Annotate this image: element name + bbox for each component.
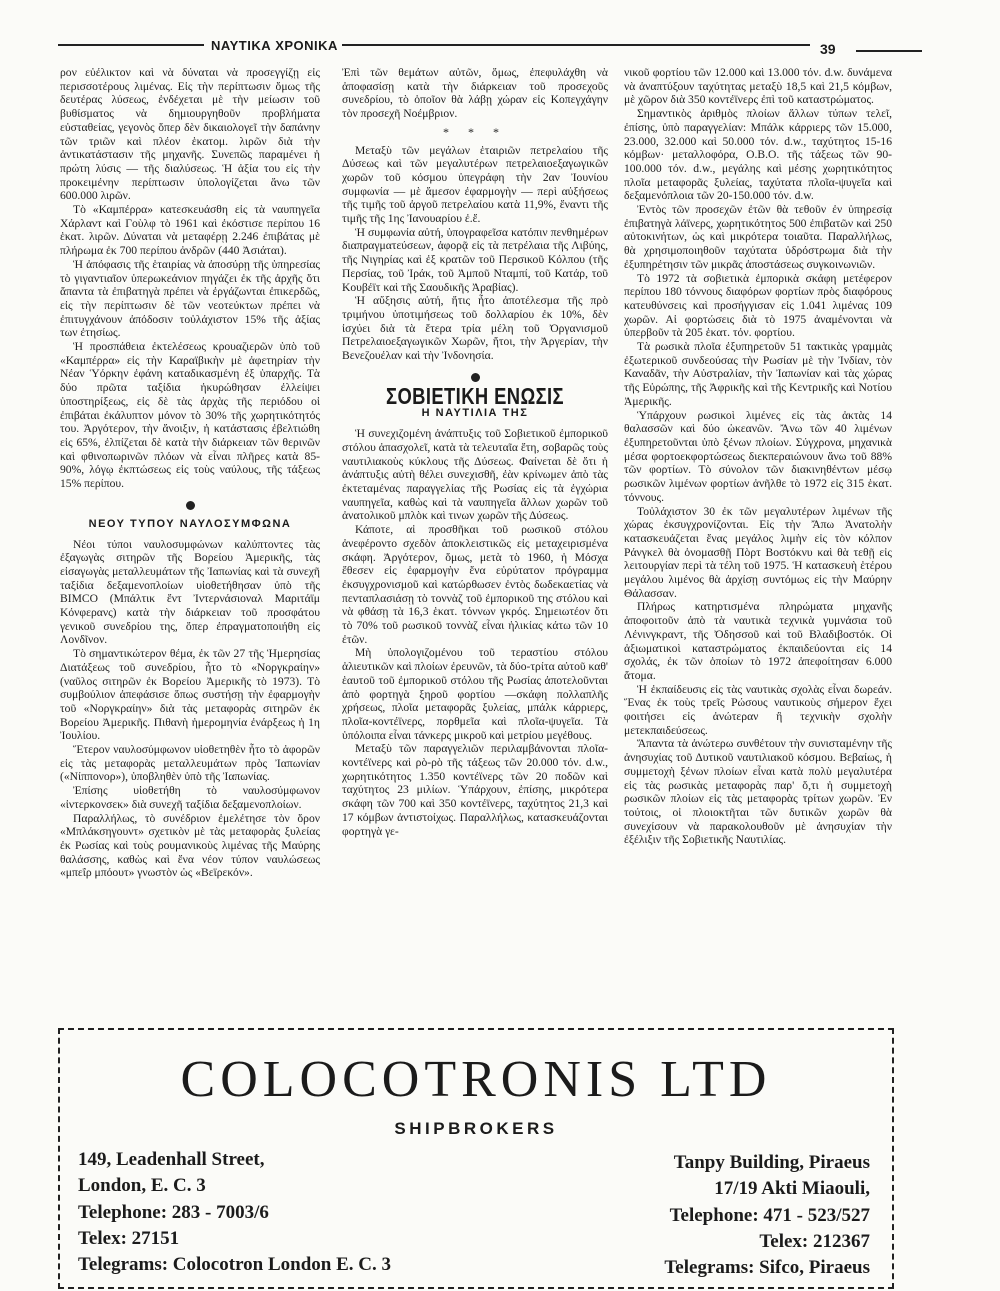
paragraph: Ἐντὸς τῶν προσεχῶν ἐτῶν θὰ τεθοῦν ἐν ὑπηρεσίᾳ ἐπιβατηγὰ λάϊνερς, χωρητικότητος 500 ἐπιβατῶν καὶ 250 αὐτοκινήτων, ὡς καὶ μικρότερα τοιαῦτα. Παραλλήλως, θὰ χρησιμοποιηθοῦν ταχύτατα ὑδρόστρωμα διὰ τὴν ἐξυπηρέτησιν τῶν μικρᾶς ἀποστάσεως συγκοινωνιῶν.	[624, 203, 892, 271]
ad-piraeus-address-1: Tanpy Building, Piraeus	[673, 1152, 870, 1173]
section-bullet	[186, 501, 195, 510]
column-3	[624, 66, 892, 847]
ad-piraeus-telex: Telex: 212367	[759, 1231, 870, 1252]
ad-london-address-1: 149, Leadenhall Street,	[78, 1149, 265, 1170]
paragraph: Ἐπίσης υἱοθετήθη τὸ ναυλοσύμφωνον «ἰντερκονσεκ» διὰ συνεχῆ ταξίδια δεξαμενοπλοίων.	[60, 784, 320, 811]
header-rule-left	[58, 44, 204, 46]
ad-piraeus-address-2: 17/19 Akti Miaouli,	[714, 1178, 870, 1199]
paragraph: Μεταξὺ τῶν μεγάλων ἑταιριῶν πετρελαίου τῆς Δύσεως καὶ τῶν μεγαλυτέρων πετρελαιοεξαγωγικῶν χωρῶν τοῦ κόσμου ὑπεγράφη τὴν 2αν Ἰουνίου συμφωνία — μὲ ἄμεσον ἐφαρμογὴν — περὶ αὐξήσεως τῆς τιμῆς τοῦ ἀργοῦ πετρελαίου κατὰ 11,9%, ἔναντι τῆς τιμῆς τῆς 1ης Ἰανουαρίου ἐ.ἔ.	[342, 143, 608, 226]
paragraph: Ἡ προσπάθεια ἐκτελέσεως κρουαζιερῶν ὑπὸ τοῦ «Καμπέρρα» εἰς τὴν Καραϊβικὴν μὲ ἀφετηρίαν τὴν Νέαν Ὑόρκην ἐφάνη καταδικασμένη ἐξ ὑπαρχῆς. Τὰ δύο πρῶτα ταξίδια ἠκυρώθησαν ἐλλείψει ὑποστηρίξεως, εἰς δὲ τὰς ἀρχὰς τῆς περιόδου οἱ ἐπιβάται ἐκάλυπτον μόνον τὸ 30% τῆς χωρητικότητός του. Ἀργότερον, τὴν ἄνοιξιν, ἡ κατάστασις ἐβελτιώθη εἰς 65%, ἐλπίζεται δὲ κατὰ τὴν διάρκειαν τῶν θερινῶν καὶ φθινοπωρινῶν πλόων νὰ εἶναι πλῆρες κατὰ 85-90%, λόγῳ ἐκπτώσεως εἰς τοὺς ναύλους, τῆς τάξεως 15% περίπου.	[60, 340, 320, 491]
paragraph: Τὸ 1972 τὰ σοβιετικὰ ἐμπορικὰ σκάφη μετέφερον περίπου 180 τόννους διαφόρων φορτίων πρὸς διαφόρους κατευθύνσεις καὶ προσήγγισαν εἰς 1.041 λιμένας 109 χωρῶν. Αἱ φορτώσεις διὰ τὸ 1975 ἀναμένονται νὰ ὑπερβοῦν τὰ 205 ἑκατ. τόν. φορτίου.	[624, 271, 892, 340]
paragraph: Μεταξὺ τῶν παραγγελιῶν περιλαμβάνονται πλοῖα-κοντέϊνερς καὶ ρὸ-ρὸ τῆς τάξεως τῶν 20.000 τόν. d.w., χωρητικότητος 1.350 κοντέϊνερς τῶν 20 ποδῶν καὶ ταχύτητος 23 μιλίων. Ὑπάρχουν, ἐπίσης, μικρότερα σκάφη τῶν 700 καὶ 350 κοντέϊνερς, ταχύτητος 21,3 καὶ 17 κόμβων ἀντιστοίχως. Παραλλήλως, κατασκευάζονται φορτηγὰ γε-	[342, 742, 608, 838]
paragraph: Τὸ «Καμπέρρα» κατεσκευάσθη εἰς τὰ ναυπηγεῖα Χάρλαντ καὶ Γοὺλφ τὸ 1961 καὶ ἐκόστισε περίπου 16 ἑκατ. λιρῶν. Δύναται νὰ μεταφέρῃ 2.246 ἐπιβάτας μὲ πλήρωμα ἐκ 700 περίπου ἀνδρῶν (440 Ἀσιάται).	[60, 203, 320, 258]
ad-brand: COLOCOTRONIS LTD	[180, 1051, 772, 1108]
column-2	[342, 66, 608, 838]
paragraph: Νέοι τύποι ναυλοσυμφώνων καλύπτοντες τὰς ἐξαγωγὰς σιτηρῶν τῆς Βορείου Ἀμερικῆς, τὰς εἰσαγωγὰς μεταλλευμάτων τῆς Ἰαπωνίας καὶ τὰ συνεχῆ ταξίδια δεξαμενοπλοίων υἱοθετήθησαν ὑπὸ τῆς BIMCO (Μπάλτικ ἔντ Ἰντερνάσιοναλ Μαριτάϊμ Κόνφερανς) κατὰ τὴν διάρκειαν τοῦ προσφάτου γενικοῦ συνεδρίου της, ὅπερ ἐπραγματοποιήθη εἰς Λονδῖνον.	[60, 537, 320, 647]
paragraph: Ἡ συμφωνία αὐτή, ὑπογραφεῖσα κατόπιν πενθημέρων διαπραγματεύσεων, ἀφορᾷ εἰς τὰ πετρέλαια τῆς Λιβύης, τῆς Νιγηρίας καὶ ἐξ κρατῶν τοῦ Περσικοῦ Κόλπου (τῆς Περσίας, τοῦ Ἰράκ, τοῦ Ἀμποῦ Νταμπί, τοῦ Κατάρ, τοῦ Κουβέϊτ καὶ τῆς Σαουδικῆς Ἀραβίας).	[342, 225, 608, 294]
page-number: 39	[820, 41, 836, 57]
paragraph: Ἡ αὔξησις αὐτή, ἥτις ἦτο ἀποτέλεσμα τῆς πρὸ τριμήνου ὑποτιμήσεως τοῦ δολλαρίου ἐκ 10%, δὲν ἰσχύει διὰ τὰ ἕτερα τρία μέλη τοῦ Ὀργανισμοῦ Πετρελαιοεξαγωγικῶν Χωρῶν, ἤτοι, τὴν Ἀργερίαν, τὴν Βενεζουέλαν καὶ τὴν Ἰνδονησία.	[342, 294, 608, 363]
paragraph: Τοὐλάχιστον 30 ἐκ τῶν μεγαλυτέρων λιμένων τῆς χώρας ἐκσυγχρονίζονται. Εἰς τὴν Ἄπω Ἀνατολὴν κατασκευάζεται ἕνας μεγάλος λιμὴν εἰς τὸν κόλπον Ράνγκελ θὰ ὀνομασθῇ Πὸρτ Βοστόκνυ καὶ θὰ τεθῇ εἰς λειτουργίαν περὶ τὰ τέλη τοῦ 1975. Ἡ κατασκευὴ ἑτέρου μεγάλου λιμένος θὰ ἀρχίσῃ συντόμως εἰς τὴν Μαύρην Θάλασσαν.	[624, 504, 892, 600]
paragraph: Τὸ σημαντικώτερον θέμα, ἐκ τῶν 27 τῆς Ἡμερησίας Διατάξεως τοῦ συνεδρίου, ἦτο τὸ «Νοργκραίην» (ναῦλος σιτηρῶν ἐκ Βορείου Ἀμερικῆς τὸ 1973). Τὸ συμβούλιον ἀπεφάσισε ὅπως συστήσῃ τὴν ἐφαρμογὴν τοῦ «Νοργκραίην» διὰ τὰς μεταφορὰς σιτηρῶν ἐκ Βορείου Ἀμερικῆς. Πιθανὴ ἡμερομηνία ἐνάρξεως ἡ 1η Ἰουλίου.	[60, 647, 320, 743]
column-1	[60, 66, 320, 880]
section-bullet	[471, 373, 480, 382]
paragraph: Ὑπάρχουν ρωσικοὶ λιμένες εἰς τὰς ἀκτὰς 14 θαλασσῶν καὶ δύο ὠκεανῶν. Ἄνω τῶν 40 λιμένων ἐξυπηρετοῦνται ὑπὸ ξένων πλοίων. Σύγχρονα, μηχανικὰ μέσα φορτοεκφορτώσεως διεκπεραιώνουν ἄνω τοῦ 88% τῶν φορτίων. Τὸ σύνολον τῶν διακινηθέντων μέσῳ ρωσικῶν λιμένων φορτίων ἀνῆλθε τὸ 1972 εἰς 315 ἑκατ. τόννους.	[624, 408, 892, 504]
paragraph: Σημαντικὸς ἀριθμὸς πλοίων ἄλλων τύπων τελεῖ, ἐπίσης, ὑπὸ παραγγελίαν: Μπάλκ κάρριερς τῶν 15.000, 23.000, 32.000 καὶ 50.000 τόν. d.w., ταχύτητος 15-16 κόμβων· μεταλλοφόρα, Ο.Β.Ο. τῆς τάξεως τῶν 90-100.000 τόν. d.w., μεγάλης καὶ μέσης χωρητικότητος πλοῖα μεταφορᾶς ξυλείας, ταχύτατα πλοῖα-ψυγεῖα καὶ δεξαμενόπλοια τῶν 20-150.000 τόν. d.w.	[624, 107, 892, 203]
ad-piraeus-telegrams: Telegrams: Sifco, Piraeus	[664, 1257, 870, 1278]
paragraph: Τὰ ρωσικὰ πλοῖα ἐξυπηρετοῦν 51 τακτικὰς γραμμὰς ἐξωτερικοῦ συνδεούσας τὴν Ρωσίαν μὲ τὴν Ἰνδίαν, τὸν Καναδᾶν, τὴν Αὐστραλίαν, τὴν Ἰαπωνίαν καὶ τὰς χώρας τῆς Εὐρώπης, τῆς Ἀφρικῆς καὶ τῆς Κεντρικῆς καὶ Νοτίου Ἀμερικῆς.	[624, 340, 892, 408]
paragraph: νικοῦ φορτίου τῶν 12.000 καὶ 13.000 τόν. d.w. δυνάμενα νὰ ἀναπτύξουν ταχύτητας μεταξὺ 18,5 καὶ 21,5 κόμβων, μὲ χῶρον διὰ 350 κοντέϊνερς ἐπὶ τοῦ καταστρώματος.	[624, 66, 892, 107]
paragraph: Ἕτερον ναυλοσύμφωνον υἱοθετηθὲν ἦτο τὸ ἀφορῶν εἰς τὰς μεταφορὰς μεταλλευμάτων πρὸς Ἰαπωνίαν («Νίππονορ»), ὑποβληθὲν ὑπὸ τῆς Ἰαπωνίας.	[60, 743, 320, 784]
ad-london-telex: Telex: 27151	[78, 1228, 180, 1249]
article-subtitle: Η ΝΑΥΤΙΛΙΑ ΤΗΣ	[421, 407, 529, 420]
paragraph: Ἡ ἀπόφασις τῆς ἑταιρίας νὰ ἀποσύρῃ τῆς ὑπηρεσίας τὸ γιγαντιαῖον ὑπερωκεάνιον πηγάζει ἐκ τῆς ἀρχῆς ὅτι ἅπαντα τὰ ἐπιβατηγὰ πρέπει νὰ ἐργάζωνται ἐπικερδῶς, εἰς τὴν περίπτωσιν δὲ τῶν νεοτεύκτων πρέπει νὰ ἐπιτυγχάνουν ἀπόδοσιν τοὐλάχιστον 15% τῆς ἀξίας των ἐτησίως.	[60, 257, 320, 340]
paragraph: Ἡ ἐκπαίδευσις εἰς τὰς ναυτικὰς σχολὰς εἶναι δωρεάν. Ἕνας ἐκ τοὺς τρεῖς Ρώσους ναυτικοὺς σήμερον ἔχει φοιτήσει εἰς ἀνώτεραν ἢ τεχνικὴν σχολὴν μετεκπαιδεύσεως.	[624, 682, 892, 737]
running-title: ΝΑΥΤΙΚΑ ΧΡΟΝΙΚΑ	[211, 38, 338, 53]
paragraph: Ἐπὶ τῶν θεμάτων αὐτῶν, ὅμως, ἐπεφυλάχθη νὰ ἀποφασίσῃ κατὰ τὴν διάρκειαν τοῦ προσεχοῦς συνεδρίου, τὸ ὁποῖον θὰ λάβῃ χώραν εἰς Κοπεγχάγην τὸν προσεχῆ Νοέμβριον.	[342, 66, 608, 121]
article-title: ΣΟΒΙΕΤΙΚΗ ΕΝΩΣΙΣ	[386, 382, 564, 409]
paragraph: Πλήρως κατηρτισμένα πληρώματα μηχανῆς ἀποφοιτοῦν ἀπὸ τὰ ναυτικὰ τεχνικὰ γυμνάσια τοῦ Λένινγκραντ, τῆς Ὀδησσοῦ καὶ τοῦ Βλαδιβοστόκ. Οἱ ἀξιωματικοὶ καταστρώματος ἐκπαιδεύονται εἰς 14 σχολάς, ἐκ τῶν ὁποίων τὸ 1972 ἀπεφοίτησαν 6.000 ἄτομα.	[624, 600, 892, 682]
paragraph: ρον εὐέλικτον καὶ νὰ δύναται νὰ προσεγγίζῃ εἰς περισσοτέρους λιμένας. Εἰς τὴν περίπτωσιν ὅμως τῆς δευτέρας λύσεως, ἐνδέχεται μὲ τὴν μείωσιν τοῦ βυθίσματος νὰ δημιουργηθοῦν προβλήματα εὐσταθείας, γεγονὸς ὅπερ δὲν δικαιολογεῖ τὴν δαπάνην τῶν τριῶν καὶ πλέον ἑκατομ. λιρῶν διὰ τὴν ἀντικατάστασιν τῆς μηχανῆς. Συνεπῶς παραμένει ἡ πρώτη λύσις — τῆς διαλύσεως. Ἡ ἀξία του εἰς τὴν προκειμένην περίπτωσιν ὑπολογίζεται ἄνω τῶν 600.000 λιρῶν.	[60, 66, 320, 203]
paragraph: Ἡ συνεχιζομένη ἀνάπτυξις τοῦ Σοβιετικοῦ ἐμπορικοῦ στόλου ἀπασχολεῖ, κατὰ τὰ τελευταῖα ἔτη, σοβαρῶς τοὺς ναυτιλιακοὺς κύκλους τῆς Δύσεως. Φαίνεται δὲ ὅτι ἡ ἀνάπτυξις αὐτὴ θέλει συνεχισθῆ, ἐὰν κρίνωμεν ἀπὸ τὰς ἐκτεταμένας παραγγελίας τῆς Ρωσίας εἰς τὰ ἐγχώρια ναυπηγεῖα, καθὼς καὶ τὰ ναυπηγεῖα ἄλλων χωρῶν τοῦ ἀνατολικοῦ μπλὸκ καὶ τινων χωρῶν τῆς Δύσεως.	[342, 427, 608, 523]
ad-piraeus-telephone: Telephone: 471 - 523/527	[669, 1205, 870, 1226]
paragraph: Παραλλήλως, τὸ συνέδριον ἐμελέτησε τὸν ὅρον «Μπλάκσηγουντ» σχετικὸν μὲ τὰς μεταφορὰς ξυλείας ἐκ Ρωσίας καὶ τοὺς ρουμανικοὺς λιμένας τῆς Μαύρης θαλάσσης, καθὼς καὶ ἕνα νέον τύπον ναυλώσεως «μπεΐρ μπόουτ» γνωστὸν ὡς «Βεϊρεκόν».	[60, 811, 320, 880]
ad-subtitle: SHIPBROKERS	[394, 1119, 558, 1138]
ad-london-address-2: London, E. C. 3	[78, 1175, 206, 1196]
page-header	[58, 36, 924, 58]
header-rule-middle	[342, 44, 810, 46]
paragraph: Ἅπαντα τὰ ἀνώτερω συνθέτουν τὴν συνισταμένην τῆς ἀνησυχίας τοῦ Δυτικοῦ ναυτιλιακοῦ κόσμου. Βεβαίως, ἡ συμμετοχὴ ξένων πλοίων εἶναι κατὰ πολὺ μεγαλυτέρα εἰς τὰς ρωσικὰς μεταφορὰς παρ' ὅ,τι ἡ συμμετοχὴ ρωσικῶν πλοίων εἰς τὰς μεταφορὰς τρίτων χωρῶν. Ἐν τούτοις, οἱ πλοιοκτῆται τῶν δυτικῶν χωρῶν θὰ συνεχίσουν νὰ παρακολουθοῦν μὲ ἀνησυχίαν τὴν ἐξέλιξιν τῆς Σοβιετικῆς Ναυτιλίας.	[624, 737, 892, 847]
paragraph: Μὴ ὑπολογιζομένου τοῦ τεραστίου στόλου ἁλιευτικῶν καὶ πλοίων ἐρευνῶν, τὰ δύο-τρίτα αὐτοῦ καθ' ἑαυτοῦ τοῦ ἐμπορικοῦ στόλου τῆς Ρωσίας ἀποτελοῦνται ἀπὸ φορτηγὰ ξηροῦ φορτίου —σκάφη πολλαπλῆς χρήσεως, πλοῖα μεταφορᾶς ξυλείας, μπάλκ κάρριερς, πλοῖα-κοντέϊνερς, πορθμεῖα καὶ πλοῖα-ψυγεῖα. Τὰ ὑπόλοιπα εἶναι τάνκερς μικροῦ καὶ μετρίου μεγέθους.	[342, 646, 608, 742]
ad-london-telegrams: Telegrams: Colocotron London E. C. 3	[78, 1254, 391, 1275]
paragraph: Κάποτε, αἱ προσθῆκαι τοῦ ρωσικοῦ στόλου ἀνεφέροντο σχεδὸν ἀποκλειστικῶς εἰς μεταχειρισμένα σκάφη. Ἀργότερον, ὅμως, μετὰ τὸ 1960, ἡ Μόσχα ἔθεσεν εἰς ἐφαρμογὴν ἕνα εὐρύτατον πρόγραμμα ἐκσυγχρονισμοῦ καὶ κατώρθωσεν ἐντὸς δωδεκαετίας νὰ πενταπλασιάσῃ τὸ τοννὰζ τοῦ ἐμπορικοῦ της στόλου καὶ νὰ φθάσῃ τὰ 16,3 ἑκατ. τόννων γκρός. Σημειωτέον ὅτι τὸ 70% τοῦ ρωσικοῦ τοννὰζ εἶναι ἡλικίας κάτω τῶν 10 ἐτῶν.	[342, 523, 608, 646]
advertisement	[58, 1028, 894, 1289]
header-rule-right	[856, 50, 922, 52]
section-heading: ΝΕΟΥ ΤΥΠΟΥ ΝΑΥΛΟΣΥΜΦΩΝΑ	[88, 517, 292, 530]
ad-london-telephone: Telephone: 283 - 7003/6	[78, 1202, 269, 1223]
section-separator: * * *	[443, 124, 507, 139]
